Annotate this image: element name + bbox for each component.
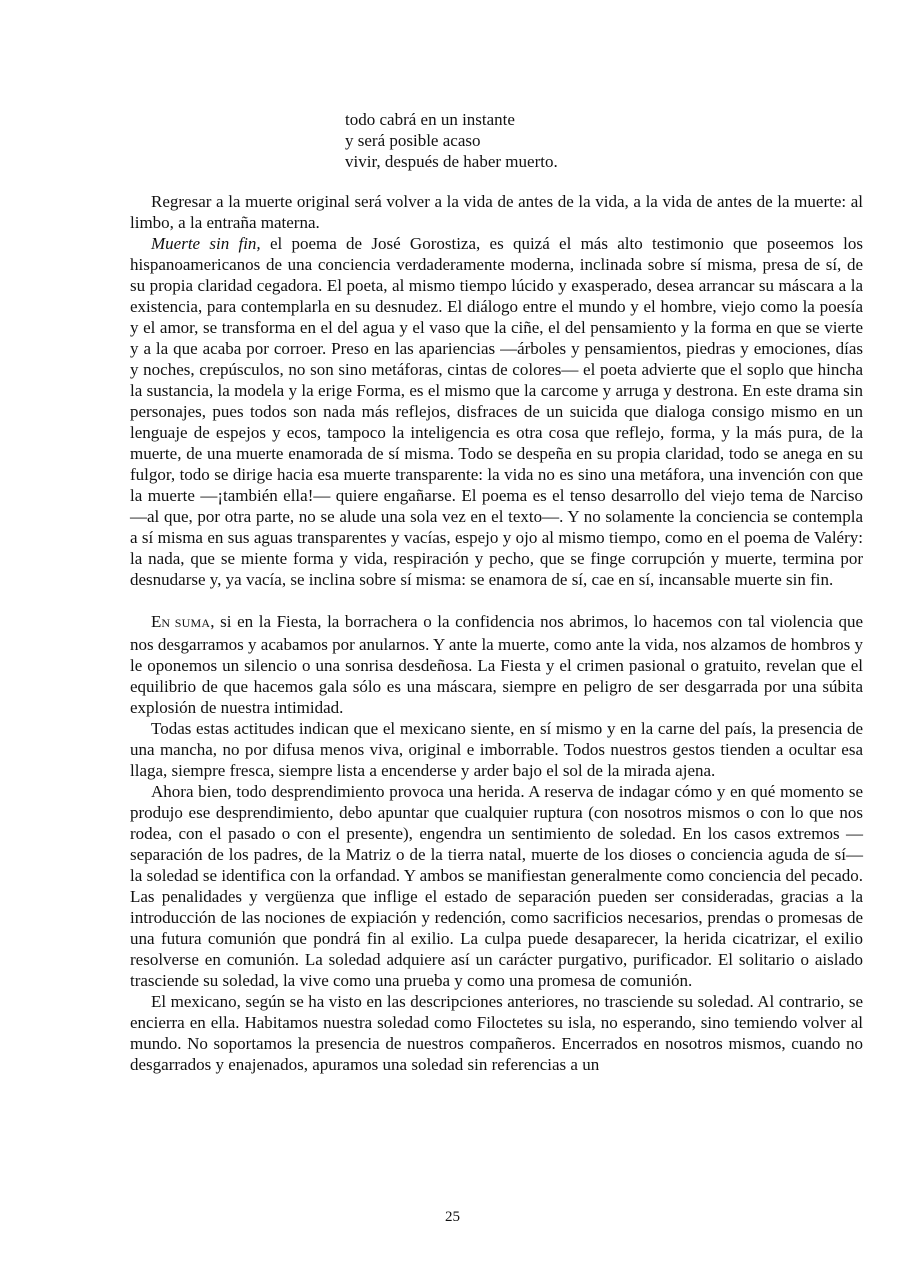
verse-line: y será posible acaso [345, 131, 481, 150]
verse-quote [345, 109, 765, 172]
poem-title: Muerte sin fin, [151, 234, 261, 253]
paragraph: El mexicano, según se ha visto en las descripciones anteriores, no trasciende su soledad. Al contrario, se encierra en ella. Habitamos nuestra soledad como Filoctetes su isla, no esperando, sino temiendo volver al mundo. No soportamos la presencia de nuestros compañeros. Encerrados en nosotros mismos, cuando no desgarrados y enajenados, apuramos una soledad sin referencias a un [130, 992, 863, 1074]
verse-line: vivir, después de haber muerto. [345, 152, 558, 171]
section-lead-initial: E [151, 612, 162, 631]
paragraph: Todas estas actitudes indican que el mexicano siente, en sí mismo y en la carne del país, la presencia de una mancha, no por difusa menos viva, original e imborrable. Todos nuestros gestos tienden a ocultar esa llaga, siempre fresca, siempre lista a encenderse y arder bajo el sol de la mirada ajena. [130, 719, 863, 780]
paragraph [130, 611, 863, 718]
section-break [130, 590, 863, 611]
page-number: 25 [445, 1209, 460, 1225]
section-lead-smallcaps: N SUMA [161, 616, 211, 630]
paragraph [130, 233, 863, 590]
verse-line: todo cabrá en un instante [345, 110, 515, 129]
body-text [130, 191, 863, 1075]
paragraph-text: el poema de José Gorostiza, es quizá el más alto testimonio que poseemos los hispanoamericanos de una conciencia verdaderamente moderna, inclinada sobre sí misma, presa de sí, de su propia claridad cegadora. El poeta, al mismo tiempo lúcido y exasperado, desea arrancar su máscara a la existencia, para contemplarla en su desnudez. El diálogo entre el mundo y el hombre, viejo como la poesía y el amor, se transforma en el del agua y el vaso que la ciñe, el del pensamiento y la forma en que se vierte y a la que acaba por corroer. Preso en las apariencias —árboles y pensamientos, piedras y emociones, días y noches, crepúsculos, no son sino metáforas, cintas de colores— el poeta advierte que el soplo que hincha la sustancia, la modela y la erige Forma, es el mismo que la carcome y arruga y destrona. En este drama sin personajes, pues todos son nada más reflejos, disfraces de un suicida que dialoga consigo mismo en un lenguaje de espejos y ecos, tampoco la inteligencia es otra cosa que reflejo, forma, y la más pura, de la muerte, de una muerte enamorada de sí misma. Todo se despeña en su propia claridad, todo se anega en su fulgor, todo se dirige hacia esa muerte transparente: la vida no es sino una metáfora, una invención con que la muerte —¡también ella!— quiere engañarse. El poema es el tenso desarrollo del viejo tema de Narciso —al que, por otra parte, no se alude una sola vez en el texto—. Y no solamente la conciencia se contempla a sí misma en sus aguas transparentes y vacías, espejo y ojo al mismo tiempo, como en el poema de Valéry: la nada, que se miente forma y vida, respiración y pecho, que se finge corrupción y muerte, termina por desnudarse y, ya vacía, se inclina sobre sí misma: se enamora de sí, cae en sí, incansable muerte sin fin. [130, 234, 863, 589]
paragraph: Regresar a la muerte original será volver a la vida de antes de la vida, a la vida de antes de la muerte: al limbo, a la entraña materna. [130, 192, 863, 232]
paragraph-text: , si en la Fiesta, la borrachera o la confidencia nos abrimos, lo hacemos con tal violencia que nos desgarramos y acabamos por anularnos. Y ante la muerte, como ante la vida, nos alzamos de hombros y le oponemos un silencio o una sonrisa desdeñosa. La Fiesta y el crimen pasional o gratuito, revelan que el equilibrio de que hacemos gala sólo es una máscara, siempre en peligro de ser desgarrada por una súbita explosión de nuestra intimidad. [130, 612, 863, 717]
paragraph: Ahora bien, todo desprendimiento provoca una herida. A reserva de indagar cómo y en qué momento se produjo ese desprendimiento, debo apuntar que cualquier ruptura (con nosotros mismos o con lo que nos rodea, con el pasado o con el presente), engendra un sentimiento de soledad. En los casos extremos —separación de los padres, de la Matriz o de la tierra natal, muerte de los dioses o conciencia aguda de sí— la soledad se identifica con la orfandad. Y ambos se manifiestan generalmente como conciencia del pecado. Las penalidades y vergüenza que inflige el estado de separación pueden ser consideradas, gracias a la introducción de las nociones de expiación y redención, como sacrificios necesarios, prendas o promesas de una futura comunión que pondrá fin al exilio. La culpa puede desaparecer, la herida cicatrizar, el exilio resolverse en comunión. La soledad adquiere así un carácter purgativo, purificador. El solitario o aislado trasciende su soledad, la vive como una prueba y como una promesa de comunión. [130, 782, 863, 990]
